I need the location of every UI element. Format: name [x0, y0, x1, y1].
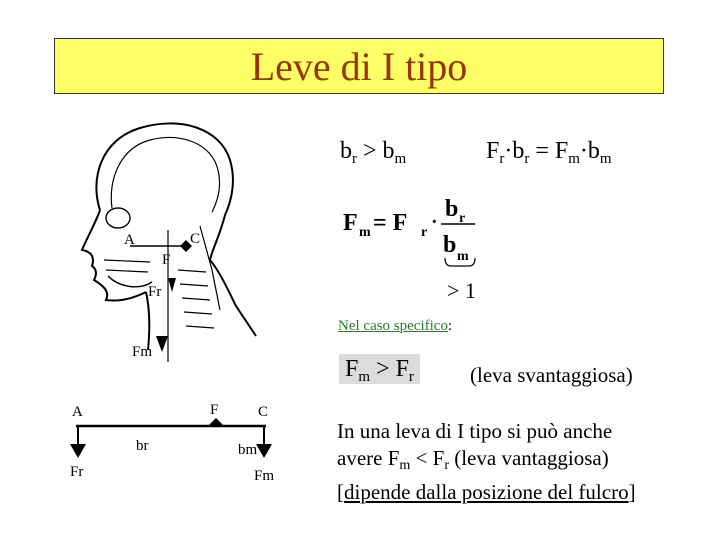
- fm-arrow-icon: [156, 336, 168, 352]
- frac-eq-F: = F: [373, 210, 408, 236]
- eq1-b: b: [340, 138, 352, 164]
- eq2-equals: = F: [529, 138, 569, 164]
- note-colon: :: [447, 318, 453, 334]
- fm-arrow-icon: [256, 444, 272, 458]
- eq2-dot-b2: ·b: [579, 138, 600, 164]
- frac-den-b: b: [443, 232, 457, 258]
- frac-lhs-sub-m: m: [359, 225, 371, 240]
- body-l3-text: dipende dalla posizione del fulcro: [344, 480, 629, 504]
- fr-arrow-icon: [168, 278, 176, 292]
- lever-label-Fr: Fr: [70, 464, 84, 480]
- head-neck-figure: [60, 100, 300, 370]
- body-line-1: In una leva di I tipo si può anche: [337, 419, 613, 443]
- lever-label-br: br: [136, 438, 149, 454]
- cmp-sub-m: m: [358, 369, 371, 385]
- frac-num-b: b: [445, 196, 459, 222]
- lever-label-C: C: [258, 404, 269, 420]
- fm-gt-fr-box: [339, 356, 420, 386]
- lever-label-F: F: [210, 402, 219, 418]
- body-l3-close: ]: [628, 480, 636, 504]
- cmp-gt-F: > F: [370, 356, 409, 382]
- head-label-Fr: Fr: [148, 284, 162, 300]
- body-l3-open: [: [337, 480, 344, 504]
- frac-eq-sub-r: r: [421, 225, 428, 240]
- body-l2-sub-m: m: [399, 458, 411, 473]
- body-l2-sub-r: r: [444, 458, 449, 473]
- frac-dot: ·: [431, 211, 438, 233]
- mandible: [108, 276, 152, 287]
- equation-br-gt-bm: [340, 138, 406, 168]
- eq2-sub-m1: m: [568, 151, 580, 167]
- frac-den-sub-m: m: [457, 249, 469, 264]
- eq1-gt: > b: [357, 138, 395, 164]
- cmp-sub-r: r: [408, 369, 414, 385]
- fulcrum-icon: [208, 418, 224, 426]
- eq1-sub-m: m: [394, 151, 407, 167]
- head-label-A: A: [124, 232, 135, 248]
- eye-orbit: [106, 208, 130, 228]
- page-title: Leve di I tipo: [250, 43, 468, 89]
- body-line-3: [337, 479, 636, 506]
- eq2-sub-r2: r: [524, 151, 530, 167]
- frac-num-sub-r: r: [459, 211, 466, 226]
- fraction-formula: [335, 188, 495, 308]
- title-box: [54, 38, 664, 94]
- equation-moment-balance: [486, 138, 612, 168]
- body-l2-a: avere F: [337, 446, 400, 470]
- lever-label-bm: bm: [238, 442, 258, 458]
- body-line-2: [337, 445, 636, 479]
- eq1-sub-r: r: [352, 151, 357, 167]
- eq2-F: F: [486, 138, 500, 164]
- head-label-Fm: Fm: [132, 344, 153, 360]
- vertebrae: [178, 270, 214, 328]
- teeth: [104, 260, 150, 272]
- head-label-C: C: [190, 231, 201, 247]
- lever-label-A: A: [72, 404, 83, 420]
- eq2-dot-b1: ·b: [504, 138, 525, 164]
- skull-inner: [111, 138, 219, 212]
- eq2-sub-m2: m: [599, 151, 612, 167]
- note-caso-specifico: [338, 318, 452, 335]
- eq2-sub-r1: r: [499, 151, 505, 167]
- greater-than-one: > 1: [447, 278, 476, 303]
- leva-svantaggiosa: (leva svantaggiosa): [470, 363, 633, 387]
- lever-label-Fm: Fm: [254, 468, 275, 484]
- head-label-F: F: [162, 252, 171, 268]
- lever-figure: [60, 398, 300, 498]
- neck-front: [146, 292, 149, 350]
- body-l2-b: < F: [410, 446, 445, 470]
- note-text: Nel caso specifico: [338, 318, 448, 334]
- body-l2-c: (leva vantaggiosa): [448, 446, 609, 470]
- frac-lhs-F: F: [343, 210, 358, 236]
- fr-arrow-icon: [70, 444, 86, 458]
- neck-back: [210, 215, 256, 336]
- cmp-F: F: [345, 356, 359, 382]
- body-paragraph: [337, 418, 636, 506]
